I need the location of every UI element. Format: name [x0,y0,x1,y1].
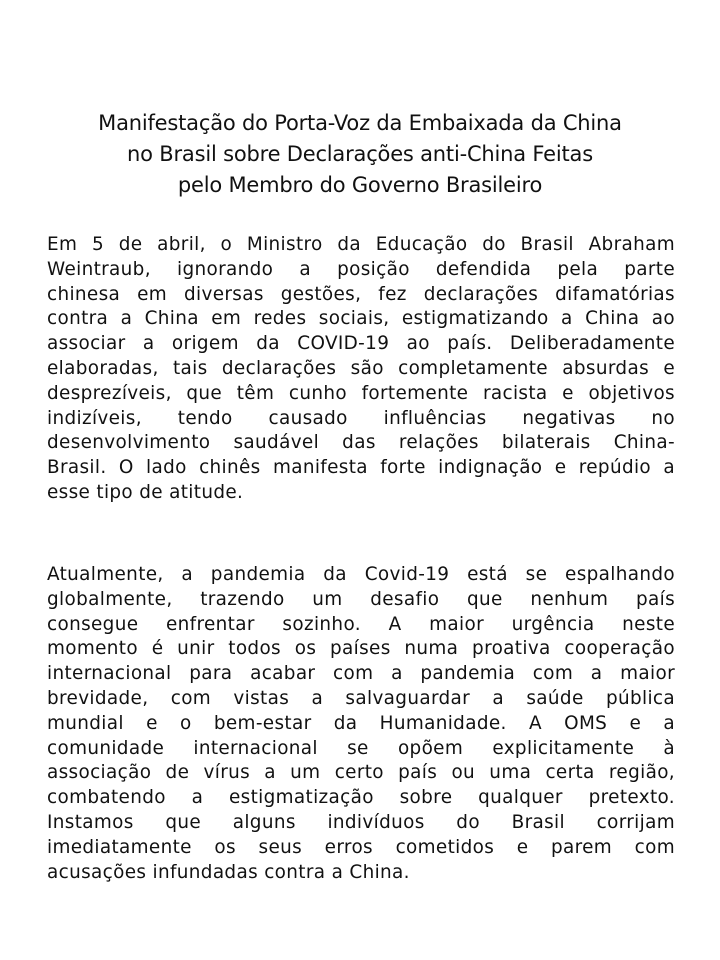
document-title [40,108,680,201]
text-line: brevidade, com vistas a salvaguardar a saúde pública [47,687,675,709]
text-line: desenvolvimento saudável das relações bilaterais China- [47,432,675,454]
text-line: indizíveis, tendo causado influências negativas no [47,407,675,429]
text-line: chinesa em diversas gestões, fez declarações difamatórias [47,283,675,305]
text-line: comunidade internacional se opõem explicitamente à [47,737,675,759]
text-line: Brasil. O lado chinês manifesta forte indignação e repúdio a [47,457,675,479]
paragraph-1 [47,233,675,506]
text-line: contra a China em redes sociais, estigmatizando a China ao [47,308,675,330]
text-line: desprezíveis, que têm cunho fortemente racista e objetivos [47,382,675,404]
text-line: Atualmente, a pandemia da Covid-19 está se espalhando [47,564,675,585]
title-line: pelo Membro do Governo Brasileiro [177,173,543,197]
text-line: Weintraub, ignorando a posição defendida pela parte [47,258,675,280]
text-line: elaboradas, tais declarações são completamente absurdas e [47,357,675,379]
title-line: no Brasil sobre Declarações anti-China Feitas [127,142,593,166]
text-line: associar a origem da COVID-19 ao país. Deliberadamente [47,333,675,355]
text-line: globalmente, trazendo um desafio que nenhum país [47,588,675,610]
text-line: associação de vírus a um certo país ou uma certa região, [47,762,675,784]
text-line: imediatamente os seus erros cometidos e parem com [47,836,675,858]
title-line: Manifestação do Porta-Voz da Embaixada da China [98,111,622,135]
text-line: combatendo a estigmatização sobre qualquer pretexto. [47,787,675,809]
text-line: mundial e o bem-estar da Humanidade. A OMS e a [47,712,675,734]
text-line: momento é unir todos os países numa proativa cooperação [47,638,675,660]
text-line: Instamos que alguns indivíduos do Brasil corrijam [47,811,675,833]
text-line: consegue enfrentar sozinho. A maior urgência neste [47,613,675,635]
text-line: esse tipo de atitude. [47,481,244,503]
paragraph-2 [47,563,675,885]
text-line: internacional para acabar com a pandemia com a maior [47,663,675,685]
text-line: Em 5 de abril, o Ministro da Educação do Brasil Abraham [47,234,675,255]
text-line: acusações infundadas contra a China. [47,861,410,883]
